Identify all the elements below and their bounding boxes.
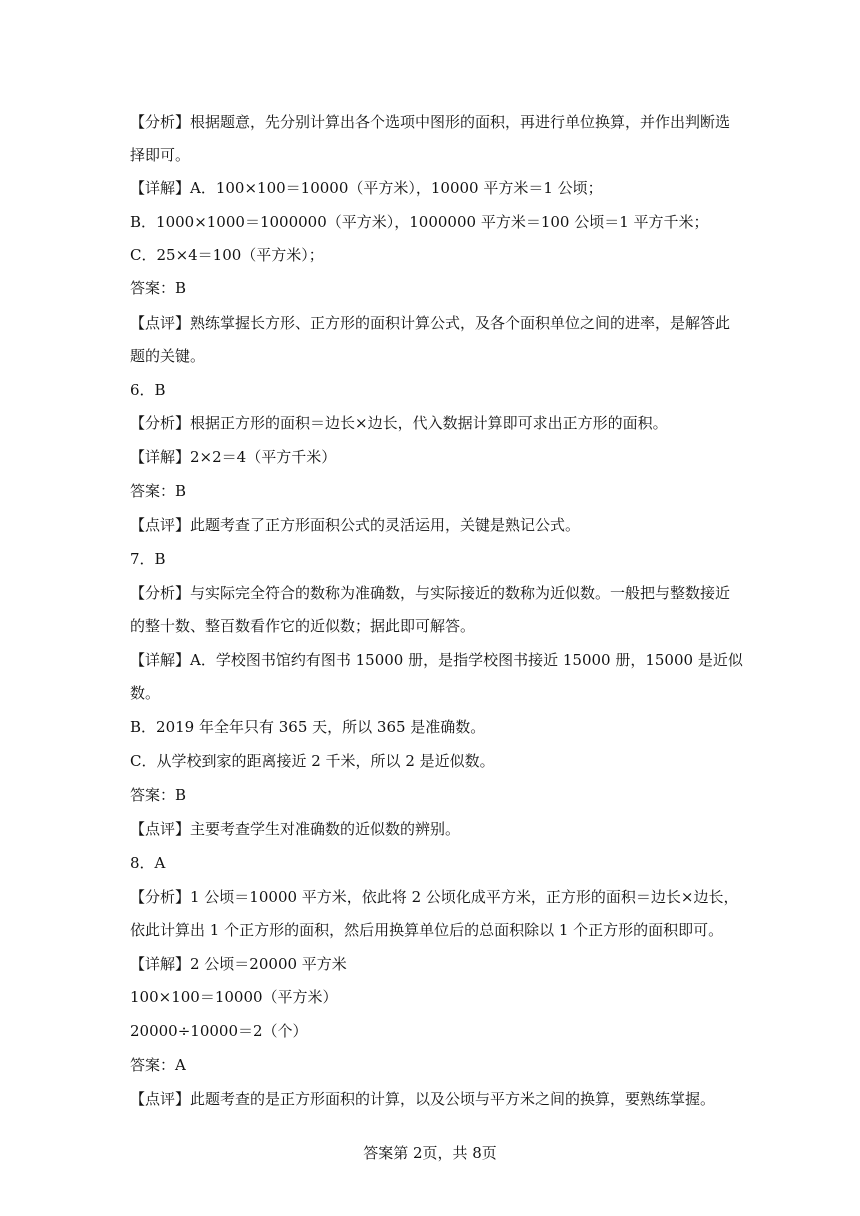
answer-q6: 答案：B [130,482,187,500]
analysis-q5-line2: 择即可。 [130,146,191,164]
detail-q8-line3: 20000÷10000＝2（个） [130,1022,308,1040]
detail-q7-a-line2: 数。 [130,684,161,702]
detail-q8-line2: 100×100＝10000（平方米） [130,988,338,1006]
question-7-heading: 7．B [130,550,166,568]
answer-q7: 答案：B [130,786,187,804]
detail-q5-a: 【详解】A．100×100＝10000（平方米），10000 平方米＝1 公顷； [130,179,603,197]
detail-q7-a-line1: 【详解】A．学校图书馆约有图书 15000 册，是指学校图书接近 15000 册，15000 是近似 [130,651,743,669]
analysis-q7-line1: 【分析】与实际完全符合的数称为准确数，与实际接近的数称为近似数。一般把与整数接近 [130,584,731,602]
answer-q5: 答案：B [130,279,187,297]
comment-q6: 【点评】此题考查了正方形面积公式的灵活运用，关键是熟记公式。 [130,516,581,534]
analysis-q5-line1: 【分析】根据题意，先分别计算出各个选项中图形的面积，再进行单位换算，并作出判断选 [130,113,731,131]
comment-q7: 【点评】主要考查学生对准确数的近似数的辨别。 [130,820,461,838]
comment-q5-line1: 【点评】熟练掌握长方形、正方形的面积计算公式，及各个面积单位之间的进率，是解答此 [130,314,731,332]
detail-q6: 【详解】2×2＝4（平方千米） [130,448,337,466]
comment-q5-line2: 题的关键。 [130,347,206,365]
question-8-heading: 8．A [130,854,166,872]
answer-q8: 答案：A [130,1056,186,1074]
detail-q7-b: B．2019 年全年只有 365 天，所以 365 是准确数。 [130,718,486,736]
question-6-heading: 6．B [130,381,166,399]
detail-q8-line1: 【详解】2 公顷＝20000 平方米 [130,955,347,973]
analysis-q6: 【分析】根据正方形的面积＝边长×边长，代入数据计算即可求出正方形的面积。 [130,414,668,432]
detail-q5-c: C．25×4＝100（平方米）； [130,246,324,264]
analysis-q8-line1: 【分析】1 公顷＝10000 平方米，依此将 2 公顷化成平方米，正方形的面积＝边长×边长， [130,888,739,906]
comment-q8: 【点评】此题考查的是正方形面积的计算，以及公顷与平方米之间的换算，要熟练掌握。 [130,1090,716,1108]
detail-q5-b: B．1000×1000＝1000000（平方米），1000000 平方米＝100 公顷＝1 平方千米； [130,213,709,231]
analysis-q8-line2: 依此计算出 1 个正方形的面积，然后用换算单位后的总面积除以 1 个正方形的面积即可。 [130,921,724,939]
analysis-q7-line2: 的整十数、整百数看作它的近似数；据此即可解答。 [130,617,476,635]
detail-q7-c: C．从学校到家的距离接近 2 千米，所以 2 是近似数。 [130,752,495,770]
page-footer: 答案第 2页，共 8页 [363,1144,497,1162]
